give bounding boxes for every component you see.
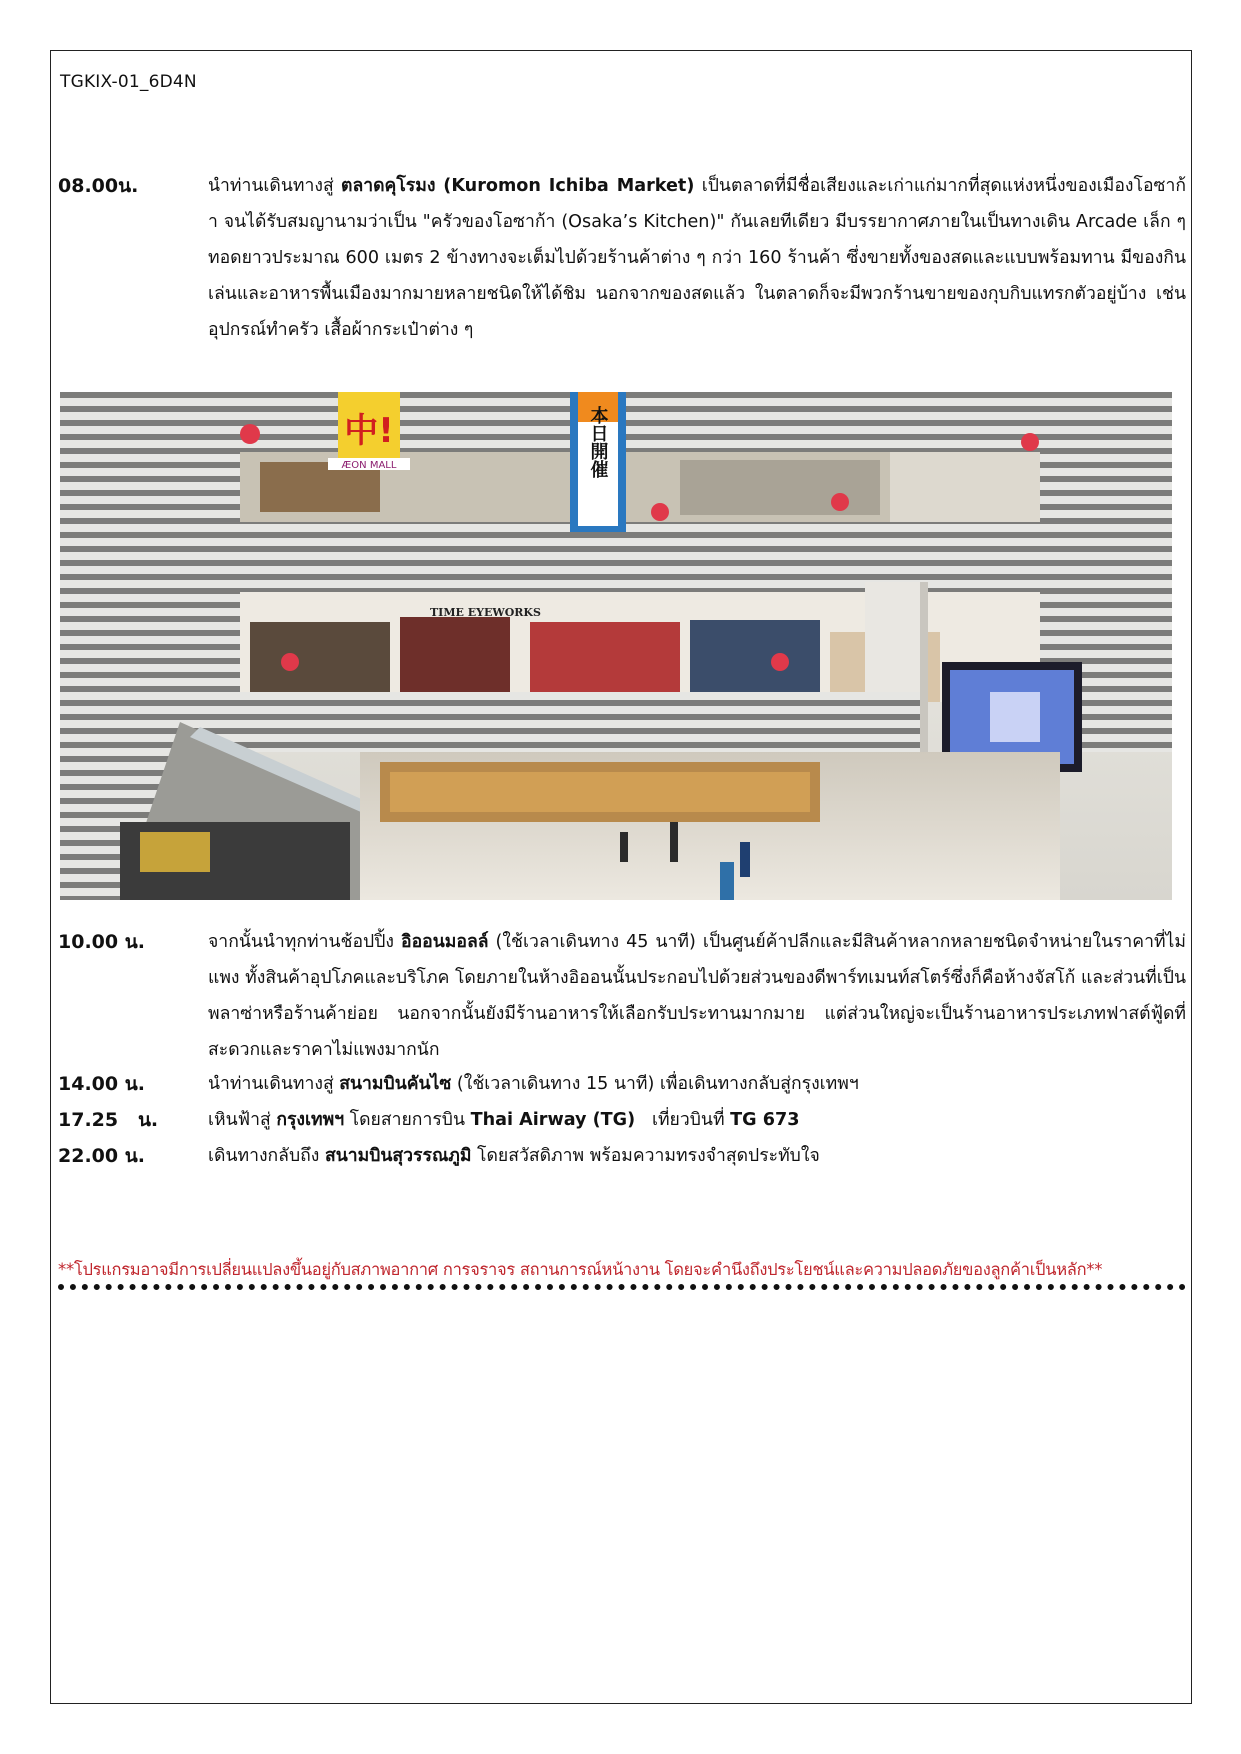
itinerary-entry-0800 [58,168,1186,348]
airline-name: Thai Airway (TG) [470,1110,636,1130]
itinerary-entry-2200 [58,1138,1186,1174]
document-code: TGKIX-01_6D4N [60,72,197,92]
place-kuromon-market: ตลาดคุโรมง (Kuromon Ichiba Market) [341,176,695,196]
itinerary-entry-1400 [58,1066,1186,1102]
program-change-note: **โปรแกรมอาจมีการเปลี่ยนแปลงขึ้นอยู่กับสภาพอากาศ การจราจร สถานการณ์หน้างาน โดยจะคำนึงถึงประโยชน์และความปลอดภัยของลูกค้าเป็นหลัก** [58,1260,1103,1279]
time-eyeworks-sign: TIME EYEWORKS [430,606,541,619]
entry-time: 22.00 น. [58,1145,145,1167]
aeon-mall-photo [60,392,1172,900]
banner-right-text: 本日開催 [587,406,609,478]
entry-time: 10.00 น. [58,931,145,953]
dotted-divider [58,1284,1186,1290]
entry-time: 14.00 น. [58,1073,145,1095]
flight-number: TG 673 [730,1110,800,1130]
entry-time: 17.25 น. [58,1109,159,1131]
entry-description: จากนั้นนำทุกท่านช้อปปิ้ง อิออนมอลล์ (ใช้เวลาเดินทาง 45 นาที) เป็นศูนย์ค้าปลีกและมีสินค้าหลากหลายชนิดจำหน่ายในราคาที่ไม่แพง ทั้งสินค้าอุปโภคและบริโภค โดยภายในห้างอิออนนั้นประกอบไปด้วยส่วนของดีพาร์ทเมนท์สโตร์ซึ่งก็คือห้างจัสโก้ และส่วนที่เป็นพลาซ่าหรือร้านค้าย่อย นอกจากนั้นยังมีร้านอาหารให้เลือกรับประทานมากมาย แต่ส่วนใหญ่จะเป็นร้านอาหารประเภทฟาสต์ฟู้ดที่สะดวกและราคาไม่แพงมากนัก [208,932,1186,1060]
place-bangkok: กรุงเทพฯ [276,1110,345,1130]
entry-time: 08.00น. [58,175,139,197]
itinerary-entry-1000 [58,924,1186,1068]
place-suvarnabhumi-airport: สนามบินสุวรรณภูมิ [324,1146,472,1166]
aeon-mall-sign: ÆON MALL [341,460,397,471]
itinerary-entry-1725 [58,1102,1186,1138]
banner-left-text: 中! [344,411,394,451]
entry-description: นำท่านเดินทางสู่ ตลาดคุโรมง (Kuromon Ichiba Market) เป็นตลาดที่มีชื่อเสียงและเก่าแก่มากที่สุดแห่งหนึ่งของเมืองโอซาก้า จนได้รับสมญานามว่าเป็น "ครัวของโอซาก้า (Osaka’s Kitchen)" กันเลยทีเดียว มีบรรยากาศภายในเป็นทางเดิน Arcade เล็ก ๆ ทอดยาวประมาณ 600 เมตร 2 ข้างทางจะเต็มไปด้วยร้านค้าต่าง ๆ กว่า 160 ร้านค้า ซึ่งขายทั้งของสดและแบบพร้อมทาน มีของกินเล่นและอาหารพื้นเมืองมากมายหลายชนิดให้ได้ชิม นอกจากของสดแล้ว ในตลาดก็จะมีพวกร้านขายของกุบกิบแทรกตัวอยู่บ้าง เช่น อุปกรณ์ทำครัว เสื้อผ้ากระเป๋าต่าง ๆ [208,176,1186,340]
place-kansai-airport: สนามบินคันไซ [339,1074,452,1094]
entry-description: เหินฟ้าสู่ กรุงเทพฯ โดยสายการบิน Thai Airway (TG) เที่ยวบินที่ TG 673 [208,1110,800,1130]
entry-description: นำท่านเดินทางสู่ สนามบินคันไซ (ใช้เวลาเดินทาง 15 นาที) เพื่อเดินทางกลับสู่กรุงเทพฯ [208,1074,859,1094]
entry-description: เดินทางกลับถึง สนามบินสุวรรณภูมิ โดยสวัสดิภาพ พร้อมความทรงจำสุดประทับใจ [208,1146,820,1166]
place-aeon-mall: อิออนมอลล์ [401,932,489,952]
